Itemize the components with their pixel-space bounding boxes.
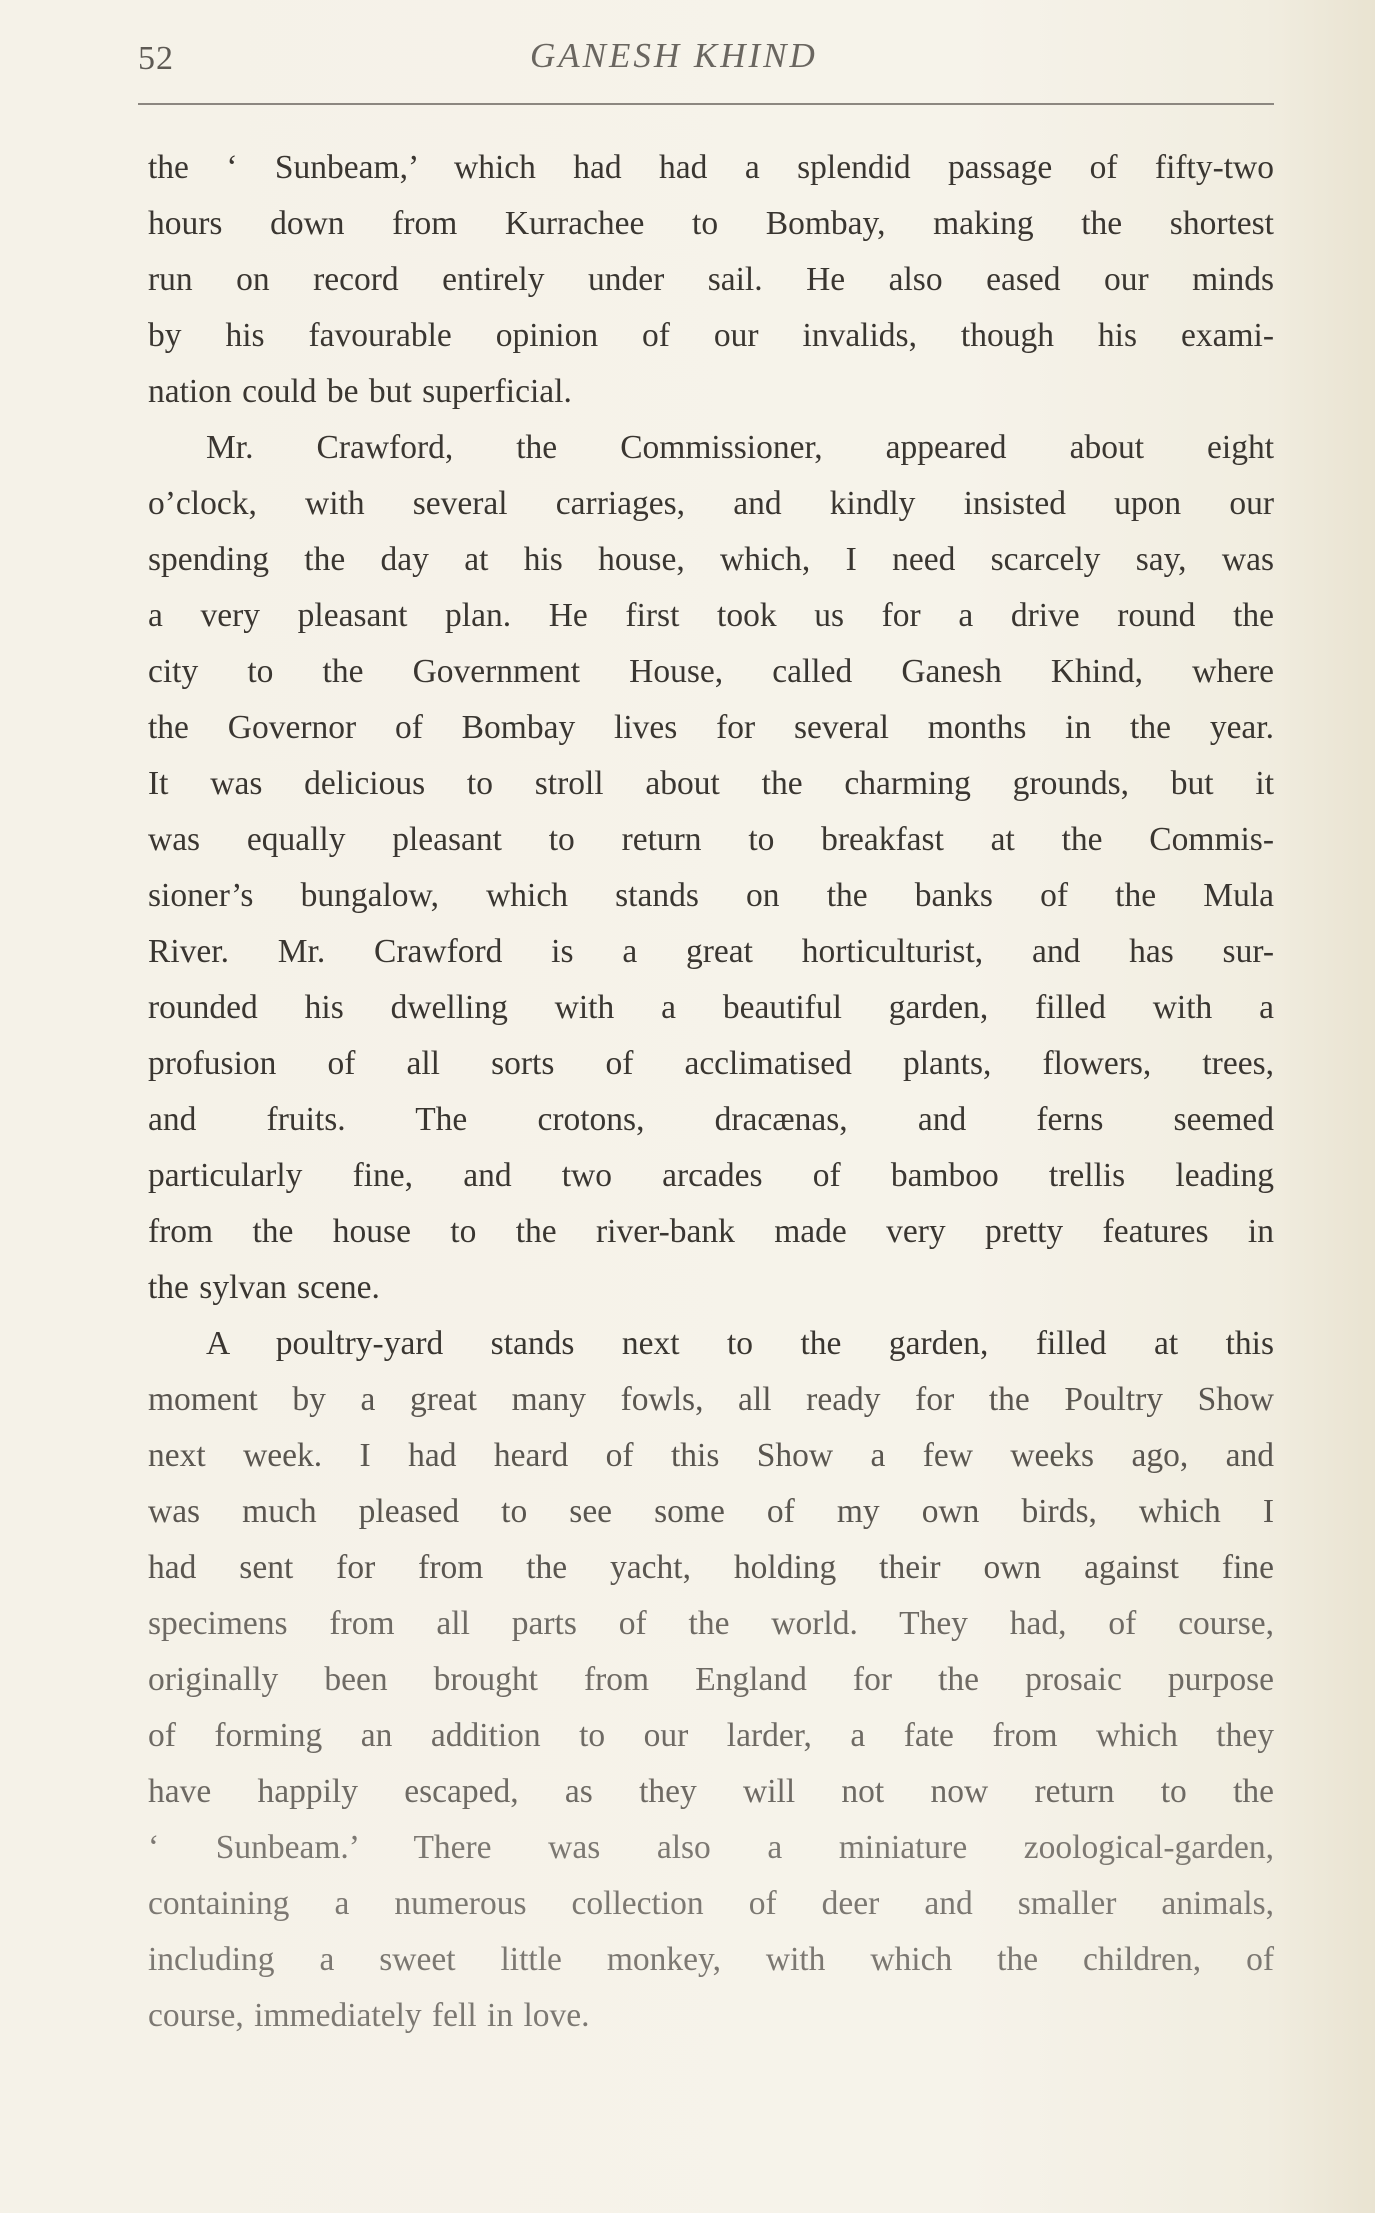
- text-line: course, immediately fell in love.: [148, 1997, 590, 2034]
- text-line: ‘ Sunbeam.’ There was also a miniature zoological-garden,: [148, 1829, 1274, 1866]
- text-line: sioner’s bungalow, which stands on the banks of the Mula: [148, 877, 1274, 914]
- text-line: have happily escaped, as they will not now return to the: [148, 1773, 1274, 1810]
- text-line: River. Mr. Crawford is a great horticulturist, and has sur-: [148, 933, 1274, 970]
- text-line: next week. I had heard of this Show a few weeks ago, and: [148, 1437, 1274, 1474]
- text-line: the Governor of Bombay lives for several months in the year.: [148, 709, 1274, 746]
- text-line: by his favourable opinion of our invalids, though his exami-: [148, 317, 1274, 354]
- text-line: o’clock, with several carriages, and kindly insisted upon our: [148, 485, 1274, 522]
- running-head: GANESH KHIND: [530, 36, 818, 75]
- text-line: It was delicious to stroll about the charming grounds, but it: [148, 765, 1274, 802]
- text-line: was much pleased to see some of my own birds, which I: [148, 1493, 1274, 1530]
- text-line: city to the Government House, called Ganesh Khind, where: [148, 653, 1274, 690]
- page-number: 52: [138, 40, 174, 77]
- text-line: nation could be but superficial.: [148, 373, 572, 410]
- text-line: run on record entirely under sail. He also eased our minds: [148, 261, 1274, 298]
- text-line: containing a numerous collection of deer and smaller animals,: [148, 1885, 1274, 1922]
- text-line: particularly fine, and two arcades of bamboo trellis leading: [148, 1157, 1274, 1194]
- text-line: Mr. Crawford, the Commissioner, appeared about eight: [206, 429, 1274, 466]
- text-line: and fruits. The crotons, dracænas, and ferns seemed: [148, 1101, 1274, 1138]
- text-line: including a sweet little monkey, with which the children, of: [148, 1941, 1274, 1978]
- text-line: was equally pleasant to return to breakfast at the Commis-: [148, 821, 1274, 858]
- text-line: spending the day at his house, which, I need scarcely say, was: [148, 541, 1274, 578]
- body-text: [148, 140, 1274, 2044]
- header-rule: [138, 103, 1274, 105]
- text-line: of forming an addition to our larder, a fate from which they: [148, 1717, 1274, 1754]
- text-line: profusion of all sorts of acclimatised plants, flowers, trees,: [148, 1045, 1274, 1082]
- text-line: moment by a great many fowls, all ready for the Poultry Show: [148, 1381, 1274, 1418]
- page-header: [138, 36, 1274, 96]
- text-line: had sent for from the yacht, holding their own against fine: [148, 1549, 1274, 1586]
- text-line: the ‘ Sunbeam,’ which had had a splendid passage of fifty-two: [148, 149, 1274, 186]
- text-line: A poultry-yard stands next to the garden, filled at this: [206, 1325, 1274, 1362]
- text-line: a very pleasant plan. He first took us for a drive round the: [148, 597, 1274, 634]
- text-line: rounded his dwelling with a beautiful garden, filled with a: [148, 989, 1274, 1026]
- text-line: from the house to the river-bank made very pretty features in: [148, 1213, 1274, 1250]
- text-line: originally been brought from England for the prosaic purpose: [148, 1661, 1274, 1698]
- text-line: specimens from all parts of the world. They had, of course,: [148, 1605, 1274, 1642]
- text-line: hours down from Kurrachee to Bombay, making the shortest: [148, 205, 1274, 242]
- text-line: the sylvan scene.: [148, 1269, 380, 1306]
